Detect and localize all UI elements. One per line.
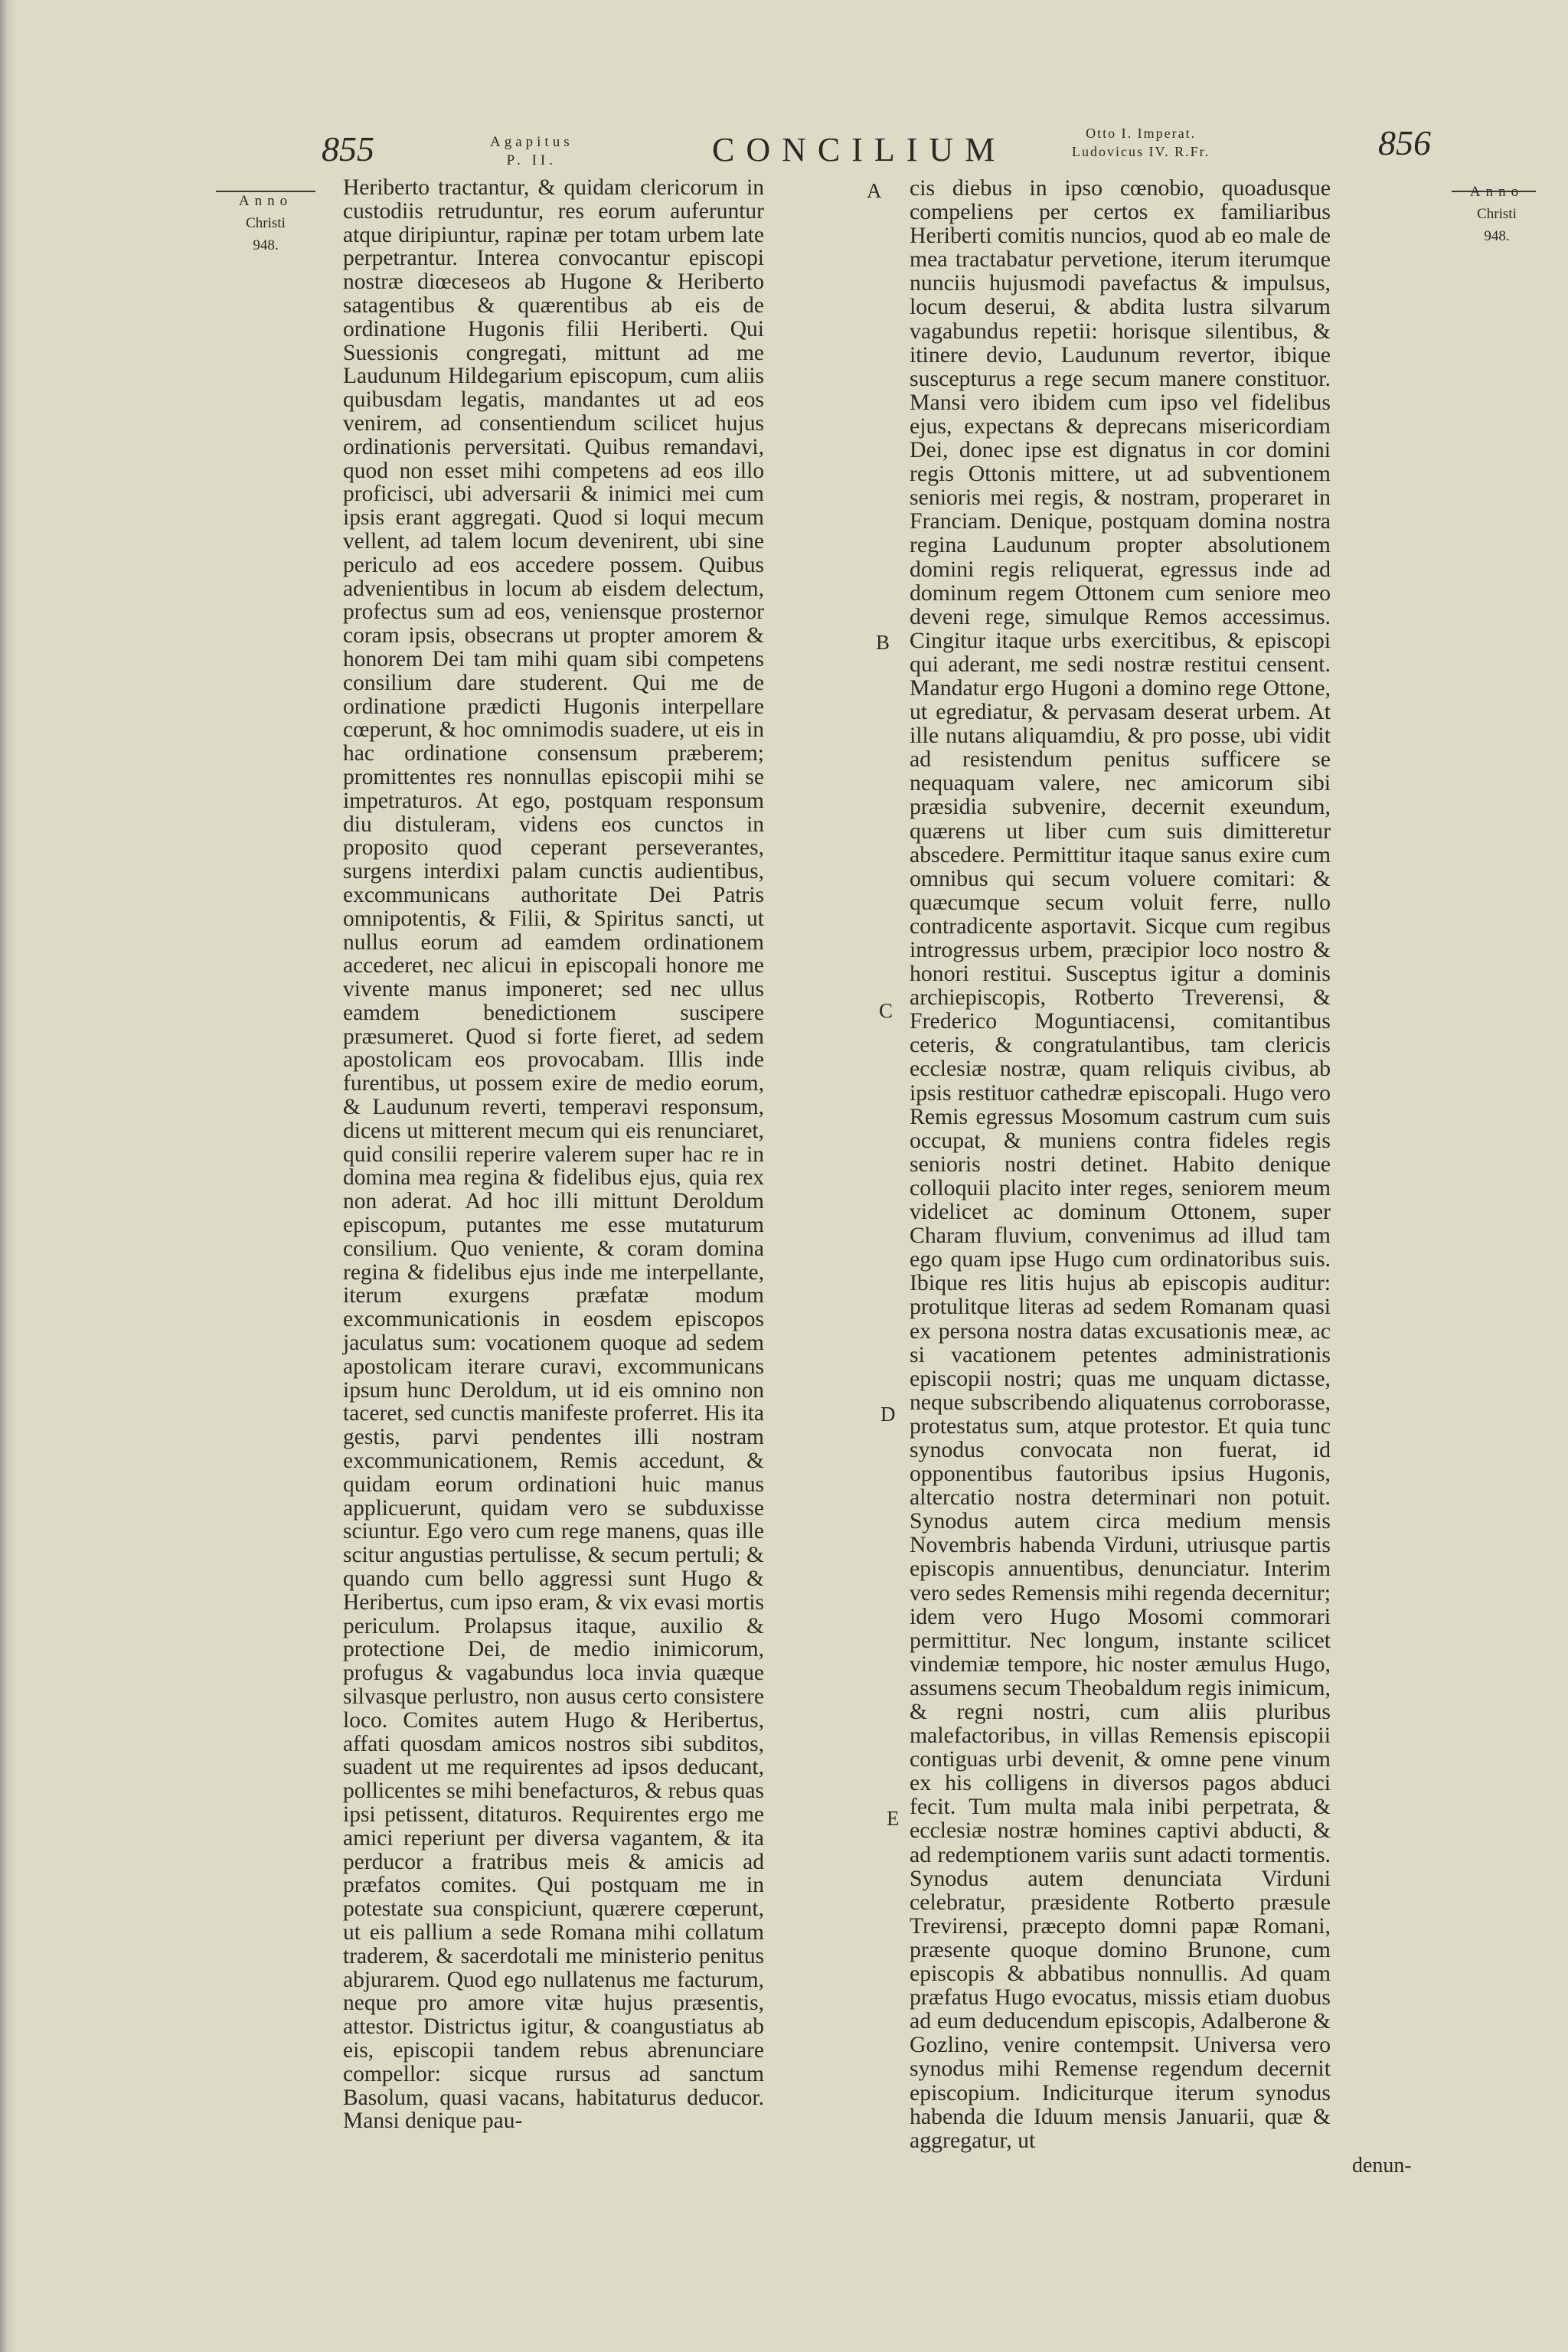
section-marker-a: A (867, 179, 882, 202)
text-column-left (343, 176, 764, 2133)
margin-year-right-anno: Anno (1469, 184, 1524, 200)
page-number-left: 855 (322, 129, 374, 168)
running-head-right-line2: Ludovicus IV. R.Fr. (1072, 144, 1210, 159)
running-head-left-line1: Agapitus (490, 134, 573, 150)
catchword: denun- (1352, 2154, 1412, 2177)
text-column-left-body: Heriberto tractantur, & quidam clericorum in custodiis retruduntur, res eorum auferuntur atque diripiuntur, rapinæ per totam urbem late perpetrantur. Interea convocantur episcopi nostræ diœceseos ab Hugone & Heriberto satagentibus & quærentibus ab eis de ordinatione Hugonis filii Heriberti. Qui Suessionis congregati, mittunt ad me Laudunum Hildegarium episcopum, cum aliis quibusdam legatis, mandantes ut ad eos venirem, ad consentiendum scilicet hujus ordinationis perversitati. Quibus remandavi, quod non esset mihi competens ad eos illo proficisci, ubi adversarii & inimici mei cum ipsis erant aggregati. Quod si loqui mecum vellent, ad talem locum devenirent, ubi sine periculo ad eos accedere possem. Quibus advenientibus in locum ab eisdem delectum, profectus sum ad eos, veniensque prosternor coram ipsis, obsecrans ut propter amorem & honorem Dei tam mihi quam sibi competens consilium dare studerent. Qui me de ordinatione prædicti Hugonis interpellare cœperunt, & hoc omnimodis suadere, ut eis in hac ordinatione consensum præberem; promittentes res nonnullas episcopii mihi se impetraturos. At ego, postquam responsum diu distuleram, videns eos cunctos in proposito quod ceperant perseverantes, surgens interdixi palam cunctis audientibus, excommunicans authoritate Dei Patris omnipotentis, & Filii, & Spiritus sancti, ut nullus eorum ad eamdem ordinationem accederet, nec alicui in episcopali honore me vivente manus imponeret; sed nec ullus eamdem benedictionem suscipere præsumeret. Quod si forte fieret, ad sedem apostolicam eos provocabam. Illis inde furentibus, ut possem exire de medio eorum, & Laudunum reverti, temperavi responsum, dicens ut mitterent mecum qui eis renunciaret, quid consilii reperire valerem super hac re in domina mea regina & fidelibus ejus, quia rex non aderat. Ad hoc illi mittunt Deroldum episcopum, putantes me esse mutaturum consilium. Quo veniente, & coram domina regina & fidelibus ejus inde me interpellante, iterum exurgens præfatæ modum excommunicationis in eosdem episcopos jaculatus sum: vocationem quoque ad sedem apostolicam iterare curavi, excommunicans ipsum hunc Deroldum, ut id eis omnino non taceret, sed cunctis manifeste proferret. His ita gestis, parvi pendentes illi nostram excommunicationem, Remis accedunt, & quidam eorum ordinationi huic manus applicuerunt, quidam vero se subduxisse sciuntur. Ego vero cum rege manens, quas ille scitur angustias pertulisse, & secum pertuli; & quando cum bello aggressi sunt Hugo & Heribertus, cum ipso eram, & vix evasi mortis periculum. Prolapsus itaque, auxilio & protectione Dei, de medio inimicorum, profugus & vagabundus loca invia quæque silvasque perlustro, non ausus certo consistere loco. Comites autem Hugo & Heribertus, affati quosdam amicos nostros sibi subditos, suadent ut me requirentes ad ipsos deducant, pollicentes se mihi benefacturos, & rebus quas ipsi petissent, ditaturos. Requirentes ergo me amici reperiunt per diversa vagantem, & ita perducor a fratribus meis & amicis ad præfatos comites. Qui postquam me in potestate sua conspiciunt, quærere cœperunt, ut eis pallium a sede Romana mihi collatum traderem, & sacerdotali me ministerio penitus abjurarem. Quod ego nullatenus me facturum, neque pro amore vitæ hujus præsentis, attestor. Districtus igitur, & coangustiatus ab eis, episcopii tandem rebus abrenunciare compellor: sicque rursus ad sanctum Basolum, quasi vacans, habitaturus deducor. Mansi denique pau- (343, 175, 764, 2134)
page-number-right: 856 (1378, 123, 1431, 162)
text-column-right (910, 176, 1331, 2152)
section-marker-d: D (880, 1403, 896, 1426)
margin-year-left (216, 190, 315, 256)
margin-year-left-christi: Christi (246, 215, 286, 231)
page-title: CONCILIUM (712, 131, 1007, 168)
running-head-right-line1: Otto I. Imperat. (1086, 126, 1197, 141)
margin-year-left-anno: Anno (238, 193, 293, 209)
text-column-right-body: cis diebus in ipso cœnobio, quoadusque compeliens per certos ex familiaribus Heriberti comitis nuncios, quod ab eo male de mea tractabatur pervetione, iterum iterumque nunciis hujusmodi pavefactus & impulsus, locum deserui, & abdita lustra silvarum vagabundus repetii: horisque silentibus, & itinere devio, Laudunum revertor, ibique suscepturus a rege secum manere constituor. Mansi vero ibidem cum ipso vel fidelibus ejus, expectans & deprecans misericordiam Dei, donec ipse est dignatus in cor domini regis Ottonis mittere, ut ad subventionem senioris mei regis, & nostram, properaret in Franciam. Denique, postquam domina nostra regina Laudunum propter absolutionem domini regis reliquerat, egressus inde ad dominum regem Ottonem cum seniore meo deveni rege, simulque Remos accessimus. Cingitur itaque urbs exercitibus, & episcopi qui aderant, me sedi nostræ restitui censent. Mandatur ergo Hugoni a domino rege Ottone, ut egrediatur, & pervasam deserat urbem. At ille nutans aliquamdiu, & pro posse, ubi vidit ad resistendum penitus sufficere se nequaquam valere, nec amicorum sibi præsidia subvenire, decernit exeundum, quærens ut liber cum suis dimitteretur abscedere. Permittitur itaque sanus exire cum omnibus qui secum voluere comitari: & quæcumque secum voluit ferre, nullo contradicente asportavit. Sicque cum regibus introgressus urbem, præcipior loco nostro & honori restitui. Susceptus igitur a dominis archiepiscopis, Rotberto Treverensi, & Frederico Moguntiacensi, comitantibus ceteris, & congratulantibus, tam clericis ecclesiæ nostræ, quam reliquis civibus, ab ipsis restituor cathedræ episcopali. Hugo vero Remis egressus Mosomum castrum cum suis occupat, & muniens contra fideles regis senioris nostri detinet. Habito denique colloquii placito inter reges, seniorem meum videlicet ac dominum Ottonem, super Charam fluvium, convenimus ad illud tam ego quam ipse Hugo cum ordinatoribus suis. Ibique res litis hujus ab episcopis auditur: protulitque literas ad sedem Romanam quasi ex persona nostra datas excusationis meæ, ac si vacationem petentes administrationis episcopii nostri; quas me unquam dictasse, neque subscribendo aliquatenus corroborasse, protestatus sum, atque protestor. Et quia tunc synodus convocata non fuerat, id opponentibus fautoribus ipsius Hugonis, altercatio nostra determinari non potuit. Synodus autem circa medium mensis Novembris habenda Virduni, utriusque partis episcopis annuentibus, denunciatur. Interim vero sedes Remensis mihi regenda decernitur; idem vero Hugo Mosomi commorari permittitur. Nec longum, instante scilicet vindemiæ tempore, hic noster æmulus Hugo, assumens secum Theobaldum regis inimicum, & regni nostri, cum aliis pluribus malefactoribus, in villas Remensis episcopii contiguas urbi devenit, & omne pene vinum ex his colligens in diversos pagos abduci fecit. Tum multa mala inibi perpetrata, & ecclesiæ nostræ homines captivi abducti, & ad redemptionem variis sunt adacti tormentis. Synodus autem denunciata Virduni celebratur, præsidente Rotberto præsule Trevirensi, præcepto domni papæ Romani, præsente quoque domino Brunone, cum episcopis & abbatibus nonnullis. Ad quam præfatus Hugo evocatus, missis etiam duobus ad eum deducendum episcopis, Adalberone & Gozlino, venire contempsit. Universa vero synodus mihi Remense regendum decernit episcopium. Indiciturque iterum synodus habenda die Iduum mensis Januarii, quæ & aggregatur, ut (910, 175, 1331, 2153)
margin-year-right (1447, 181, 1547, 247)
section-marker-c: C (879, 999, 893, 1022)
book-binding-edge (0, 0, 17, 2352)
margin-year-right-christi: Christi (1477, 206, 1517, 222)
section-marker-e: E (887, 1807, 900, 1830)
running-head-left-line2: P. II. (506, 152, 557, 168)
running-head-right (1072, 124, 1210, 161)
page-header (0, 122, 1568, 184)
margin-year-right-year: 948. (1484, 228, 1510, 244)
margin-year-left-year: 948. (253, 237, 279, 253)
section-marker-b: B (876, 631, 890, 654)
running-head-left (490, 133, 573, 170)
